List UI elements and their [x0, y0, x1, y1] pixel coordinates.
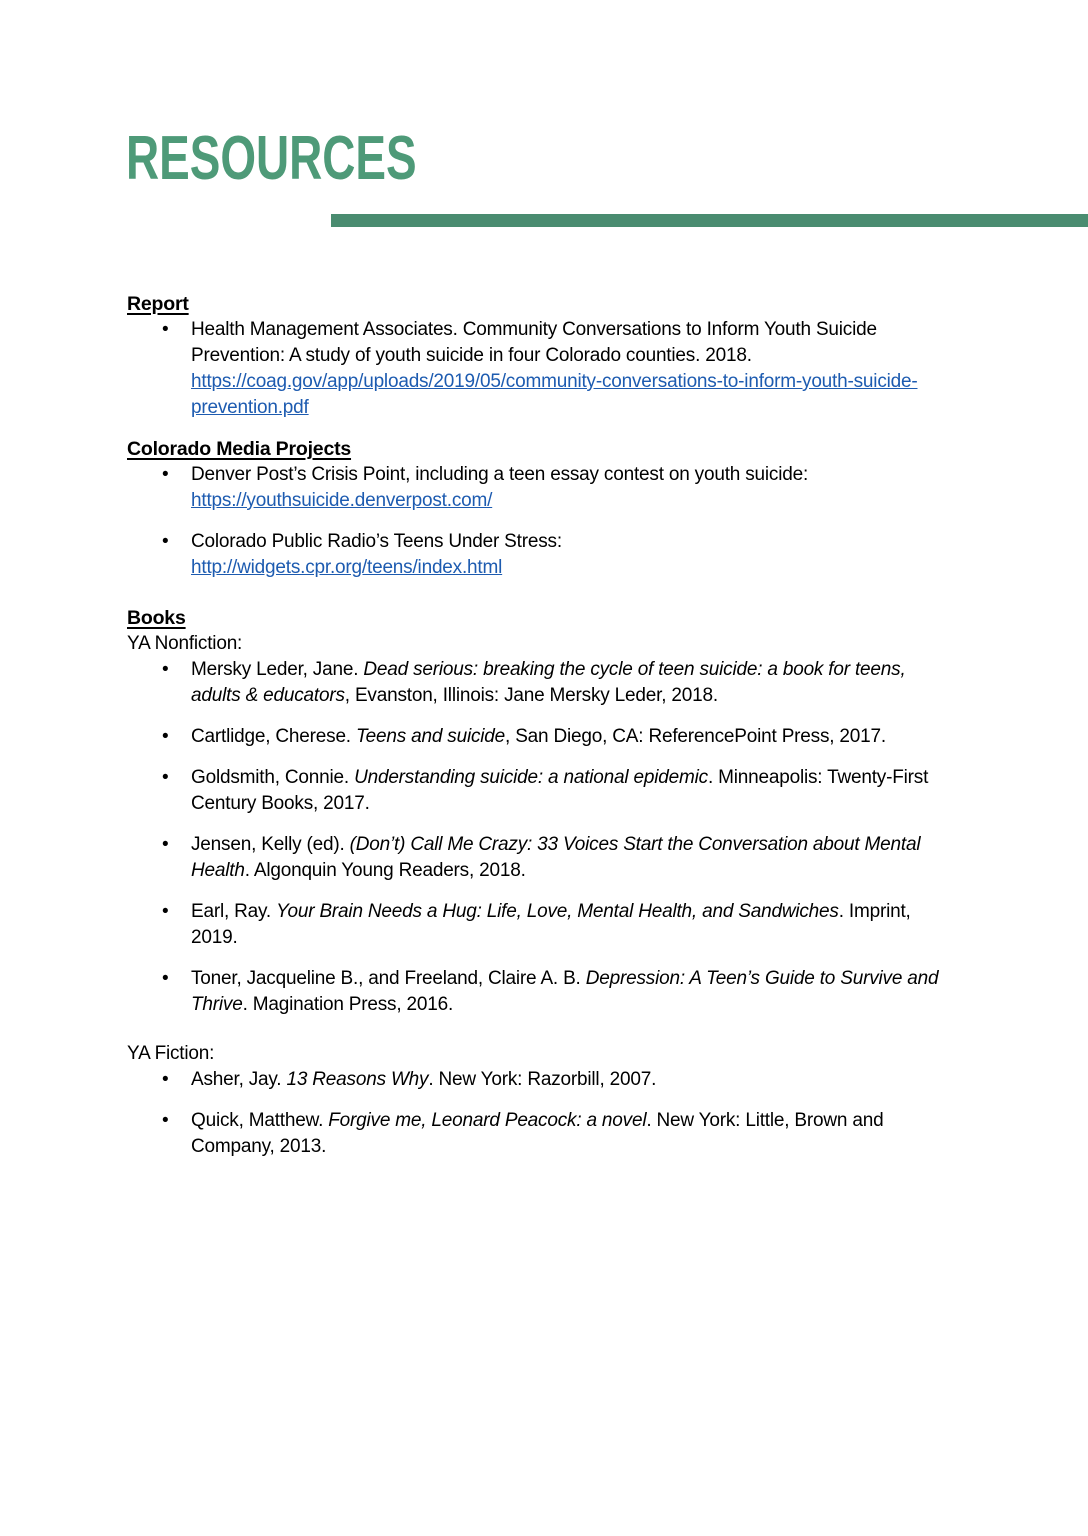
book-citation: [191, 1067, 960, 1093]
page-title: [126, 124, 1088, 193]
book-title: Your Brain Needs a Hug: Life, Love, Mental Health, and Sandwiches: [276, 901, 839, 922]
document-page: [0, 124, 1088, 1536]
books-section-heading: Books: [127, 607, 186, 629]
book-citation: [191, 765, 960, 817]
ya-fiction-list: [127, 1067, 960, 1160]
title-divider-bar: [331, 214, 1088, 227]
book-title: Understanding suicide: a national epidemic: [354, 767, 708, 788]
book-citation: [191, 966, 960, 1018]
book-publisher: , San Diego, CA: ReferencePoint Press, 2017.: [505, 726, 886, 747]
book-citation: [191, 832, 960, 884]
book-title: Depression: A Teen’s Guide to Survive and Thrive: [191, 968, 939, 1015]
book-publisher: . Magination Press, 2016.: [242, 994, 454, 1015]
media-item-text: Colorado Public Radio’s Teens Under Stress:: [191, 531, 562, 552]
report-citation-text: Health Management Associates. Community Conversations to Inform Youth Suicide Prevention: A study of youth suicide in four Colorado counties. 2018.: [191, 319, 877, 366]
book-title: Forgive me, Leonard Peacock: a novel: [328, 1110, 647, 1131]
ya-nonfiction-label: YA Nonfiction:: [127, 633, 243, 654]
book-title: Teens and suicide: [355, 726, 506, 747]
book-publisher: . New York: Razorbill, 2007.: [428, 1069, 657, 1090]
media-section-heading: Colorado Media Projects: [127, 438, 352, 460]
book-title: Dead serious: breaking the cycle of teen suicide: a book for teens, adults & educators: [191, 659, 906, 706]
book-citation: [191, 724, 960, 750]
book-publisher: . New York: Little, Brown and Company, 2013.: [191, 1110, 884, 1157]
book-publisher: . Imprint, 2019.: [191, 901, 911, 948]
book-author: Jensen, Kelly (ed).: [191, 834, 350, 855]
media-item-link[interactable]: https://youthsuicide.denverpost.com/: [191, 490, 493, 511]
media-item-text: Denver Post’s Crisis Point, including a teen essay contest on youth suicide:: [191, 464, 809, 485]
report-citation-link[interactable]: https://coag.gov/app/uploads/2019/05/community-conversations-to-inform-youth-suicide-prevention.pdf: [191, 371, 918, 418]
document-body: [127, 291, 960, 1160]
report-citation: [191, 317, 960, 421]
page-title-text: RESOURCES: [126, 124, 417, 193]
book-author: Earl, Ray.: [191, 901, 277, 922]
report-list: [127, 317, 960, 421]
book-publisher: , Evanston, Illinois: Jane Mersky Leder, 2018.: [344, 685, 718, 706]
book-citation: [191, 657, 960, 709]
media-item-link[interactable]: http://widgets.cpr.org/teens/index.html: [191, 557, 503, 578]
book-author: Mersky Leder, Jane.: [191, 659, 364, 680]
ya-nonfiction-list: [127, 657, 960, 1018]
book-author: Goldsmith, Connie.: [191, 767, 355, 788]
media-item-cpr: [191, 529, 960, 581]
book-title: 13 Reasons Why: [286, 1069, 429, 1090]
book-citation: [191, 899, 960, 951]
ya-fiction-label: YA Fiction:: [127, 1043, 215, 1064]
book-publisher: . Minneapolis: Twenty-First Century Books, 2017.: [191, 767, 929, 814]
media-item-denver-post: [191, 462, 960, 514]
book-title: (Don’t) Call Me Crazy: 33 Voices Start the Conversation about Mental Health: [191, 834, 921, 881]
media-list: [127, 462, 960, 581]
book-author: Asher, Jay.: [191, 1069, 287, 1090]
book-author: Toner, Jacqueline B., and Freeland, Claire A. B.: [191, 968, 586, 989]
book-author: Cartlidge, Cherese.: [191, 726, 356, 747]
report-section-heading: Report: [127, 293, 189, 315]
book-publisher: . Algonquin Young Readers, 2018.: [244, 860, 526, 881]
book-author: Quick, Matthew.: [191, 1110, 329, 1131]
book-citation: [191, 1108, 960, 1160]
